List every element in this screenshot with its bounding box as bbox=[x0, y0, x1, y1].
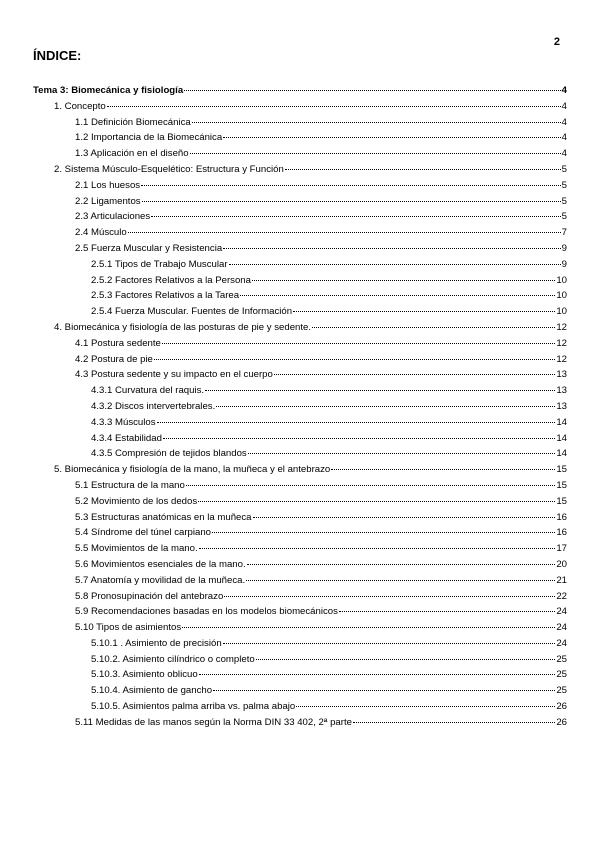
toc-entry[interactable] bbox=[91, 399, 567, 415]
toc-entry-page: 10 bbox=[556, 306, 567, 318]
toc-entry-label: 5. Biomecánica y fisiología de la mano, la muñeca y el antebrazo bbox=[54, 464, 331, 476]
toc-dot-leader bbox=[253, 517, 556, 518]
toc-dot-leader bbox=[182, 627, 555, 628]
toc-entry-page: 26 bbox=[556, 716, 567, 728]
toc-dot-leader bbox=[312, 327, 555, 328]
toc-dot-leader bbox=[199, 674, 556, 675]
toc-dot-leader bbox=[216, 406, 555, 407]
toc-dot-leader bbox=[252, 280, 555, 281]
toc-entry[interactable] bbox=[91, 636, 567, 652]
toc-dot-leader bbox=[163, 438, 555, 439]
toc-entry-page: 15 bbox=[556, 479, 567, 491]
toc-entry[interactable] bbox=[75, 367, 567, 383]
toc-dot-leader bbox=[223, 137, 560, 138]
toc-dot-leader bbox=[224, 596, 555, 597]
toc-dot-leader bbox=[141, 185, 561, 186]
toc-dot-leader bbox=[248, 453, 556, 454]
toc-entry-label: 5.10.3. Asimiento oblicuo bbox=[91, 669, 198, 681]
toc-entry[interactable] bbox=[54, 462, 567, 478]
toc-entry-page: 4 bbox=[561, 148, 567, 160]
toc-entry-page: 4 bbox=[561, 85, 567, 96]
toc-entry[interactable] bbox=[91, 415, 567, 431]
toc-entry[interactable] bbox=[75, 557, 567, 573]
toc-entry-page: 14 bbox=[556, 432, 567, 444]
toc-entry[interactable] bbox=[75, 525, 567, 541]
toc-entry-page: 13 bbox=[556, 385, 567, 397]
toc-entry-label: 4.2 Postura de pie bbox=[75, 353, 153, 365]
toc-entry-label: 1.3 Aplicación en el diseño bbox=[75, 148, 189, 160]
toc-entry-page: 13 bbox=[556, 400, 567, 412]
toc-entry[interactable] bbox=[75, 510, 567, 526]
toc-entry-label: 2.4 Músculo bbox=[75, 227, 127, 239]
toc-entry-page: 7 bbox=[561, 227, 567, 239]
toc-entry-page: 4 bbox=[561, 132, 567, 144]
toc-dot-leader bbox=[198, 501, 555, 502]
toc-dot-leader bbox=[192, 122, 561, 123]
toc-dot-leader bbox=[157, 422, 556, 423]
toc-dot-leader bbox=[190, 153, 561, 154]
toc-entry[interactable] bbox=[75, 715, 567, 731]
toc-entry[interactable] bbox=[54, 320, 567, 336]
toc-entry-page: 24 bbox=[556, 622, 567, 634]
toc-entry-page: 16 bbox=[556, 511, 567, 523]
toc-entry-label: 5.5 Movimientos de la mano. bbox=[75, 543, 198, 555]
toc-entry-page: 9 bbox=[561, 242, 567, 254]
toc-entry-label: 5.11 Medidas de las manos según la Norma DIN 33 402, 2ª parte bbox=[75, 716, 352, 728]
toc-entry-label: 5.6 Movimientos esenciales de la mano. bbox=[75, 558, 246, 570]
toc-entry-label: 2.2 Ligamentos bbox=[75, 195, 141, 207]
toc-entry-label: 2.5.4 Fuerza Muscular. Fuentes de Información bbox=[91, 306, 293, 318]
toc-dot-leader bbox=[128, 232, 561, 233]
toc-entry[interactable] bbox=[91, 667, 567, 683]
toc-dot-leader bbox=[274, 374, 555, 375]
toc-entry[interactable] bbox=[54, 162, 567, 178]
toc-dot-leader bbox=[205, 390, 555, 391]
toc-entry-label: 2.3 Articulaciones bbox=[75, 211, 151, 223]
toc-entry-page: 22 bbox=[556, 590, 567, 602]
toc-entry-page: 25 bbox=[556, 653, 567, 665]
toc-entry[interactable] bbox=[75, 620, 567, 636]
toc-entry-label: Tema 3: Biomecánica y fisiología bbox=[33, 85, 184, 96]
toc-entry-label: 1.1 Definición Biomecánica bbox=[75, 116, 191, 128]
toc-entry[interactable] bbox=[75, 336, 567, 352]
toc-entry-page: 12 bbox=[556, 321, 567, 333]
toc-entry-page: 5 bbox=[561, 163, 567, 175]
toc-dot-leader bbox=[212, 532, 555, 533]
toc-dot-leader bbox=[293, 311, 555, 312]
toc-dot-leader bbox=[154, 359, 555, 360]
toc-dot-leader bbox=[285, 169, 561, 170]
toc-dot-leader bbox=[151, 216, 560, 217]
toc-entry-page: 9 bbox=[561, 258, 567, 270]
toc-dot-leader bbox=[213, 690, 555, 691]
toc-dot-leader bbox=[186, 485, 555, 486]
toc-entry[interactable] bbox=[75, 194, 567, 210]
toc-entry-page: 20 bbox=[556, 558, 567, 570]
toc-entry[interactable] bbox=[54, 99, 567, 115]
toc-entry-page: 15 bbox=[556, 495, 567, 507]
toc-entry-label: 4. Biomecánica y fisiología de las posturas de pie y sedente. bbox=[54, 321, 312, 333]
toc-entry[interactable] bbox=[75, 225, 567, 241]
toc-entry[interactable] bbox=[75, 209, 567, 225]
toc-entry[interactable] bbox=[75, 178, 567, 194]
toc-entry[interactable] bbox=[33, 83, 567, 99]
toc-dot-leader bbox=[184, 90, 560, 91]
toc-dot-leader bbox=[246, 580, 555, 581]
toc-entry-label: 4.3.1 Curvatura del raquis. bbox=[91, 385, 205, 397]
toc-entry[interactable] bbox=[91, 446, 567, 462]
toc-entry-page: 25 bbox=[556, 669, 567, 681]
toc-entry-label: 4.3.5 Compresión de tejidos blandos bbox=[91, 448, 247, 460]
toc-entry[interactable] bbox=[75, 478, 567, 494]
index-heading: ÍNDICE: bbox=[33, 48, 82, 63]
toc-entry-label: 5.10.5. Asimientos palma arriba vs. palma abajo bbox=[91, 701, 296, 713]
toc-entry-page: 16 bbox=[556, 527, 567, 539]
toc-entry-label: 4.1 Postura sedente bbox=[75, 337, 161, 349]
toc-entry-page: 14 bbox=[556, 448, 567, 460]
toc-entry-label: 2.5.2 Factores Relativos a la Persona bbox=[91, 274, 251, 286]
toc-dot-leader bbox=[331, 469, 555, 470]
toc-dot-leader bbox=[229, 264, 561, 265]
toc-entry[interactable] bbox=[91, 273, 567, 289]
toc-entry-page: 21 bbox=[556, 574, 567, 586]
toc-entry[interactable] bbox=[75, 604, 567, 620]
toc-entry-label: 2.1 Los huesos bbox=[75, 179, 141, 191]
toc-entry-page: 4 bbox=[561, 116, 567, 128]
toc-entry[interactable] bbox=[91, 304, 567, 320]
toc-dot-leader bbox=[339, 611, 555, 612]
toc-entry[interactable] bbox=[91, 383, 567, 399]
toc-entry[interactable] bbox=[91, 257, 567, 273]
toc-entry-label: 2. Sistema Músculo-Esquelético: Estructura y Función bbox=[54, 163, 284, 175]
toc-entry-label: 5.2 Movimiento de los dedos bbox=[75, 495, 198, 507]
toc-entry-label: 5.10 Tipos de asimientos bbox=[75, 622, 182, 634]
toc-entry[interactable] bbox=[75, 352, 567, 368]
toc-entry[interactable] bbox=[91, 699, 567, 715]
toc-entry-label: 4.3 Postura sedente y su impacto en el cuerpo bbox=[75, 369, 273, 381]
toc-entry-label: 5.8 Pronosupinación del antebrazo bbox=[75, 590, 224, 602]
toc-entry[interactable] bbox=[75, 146, 567, 162]
toc-dot-leader bbox=[142, 201, 561, 202]
toc-dot-leader bbox=[240, 295, 555, 296]
toc-entry-label: 5.4 Síndrome del túnel carpiano bbox=[75, 527, 211, 539]
toc-entry-page: 5 bbox=[561, 179, 567, 191]
toc-entry[interactable] bbox=[75, 541, 567, 557]
toc-entry[interactable] bbox=[91, 652, 567, 668]
toc-entry-page: 5 bbox=[561, 195, 567, 207]
toc-entry[interactable] bbox=[75, 130, 567, 146]
toc-entry[interactable] bbox=[75, 494, 567, 510]
toc-entry-label: 5.7 Anatomía y movilidad de la muñeca. bbox=[75, 574, 246, 586]
toc-entry-page: 26 bbox=[556, 701, 567, 713]
toc-entry-label: 1. Concepto bbox=[54, 100, 106, 112]
toc-entry-page: 15 bbox=[556, 464, 567, 476]
toc-dot-leader bbox=[162, 343, 555, 344]
toc-entry[interactable] bbox=[75, 115, 567, 131]
toc-entry-label: 5.10.1 . Asimiento de precisión bbox=[91, 637, 222, 649]
toc-dot-leader bbox=[107, 106, 561, 107]
toc-entry-label: 5.1 Estructura de la mano bbox=[75, 479, 185, 491]
toc-entry-page: 5 bbox=[561, 211, 567, 223]
toc-entry-label: 5.10.4. Asimiento de gancho bbox=[91, 685, 213, 697]
toc-entry-page: 12 bbox=[556, 353, 567, 365]
toc-entry-label: 2.5 Fuerza Muscular y Resistencia bbox=[75, 242, 223, 254]
toc-entry-page: 13 bbox=[556, 369, 567, 381]
toc-dot-leader bbox=[247, 564, 556, 565]
toc-entry[interactable] bbox=[75, 573, 567, 589]
toc-entry[interactable] bbox=[91, 683, 567, 699]
toc-entry-page: 17 bbox=[556, 543, 567, 555]
toc-entry-page: 14 bbox=[556, 416, 567, 428]
toc-entry[interactable] bbox=[91, 288, 567, 304]
toc-entry-label: 2.5.3 Factores Relativos a la Tarea bbox=[91, 290, 240, 302]
toc-entry-label: 5.9 Recomendaciones basadas en los modelos biomecánicos bbox=[75, 606, 338, 618]
toc-dot-leader bbox=[199, 548, 556, 549]
toc-entry-page: 24 bbox=[556, 637, 567, 649]
toc-entry-label: 4.3.4 Estabilidad bbox=[91, 432, 162, 444]
toc-entry[interactable] bbox=[75, 241, 567, 257]
table-of-contents bbox=[33, 83, 567, 731]
toc-entry[interactable] bbox=[91, 431, 567, 447]
toc-dot-leader bbox=[296, 706, 555, 707]
toc-entry-page: 10 bbox=[556, 274, 567, 286]
toc-entry-page: 12 bbox=[556, 337, 567, 349]
toc-dot-leader bbox=[223, 643, 556, 644]
toc-entry-label: 5.3 Estructuras anatómicas en la muñeca bbox=[75, 511, 252, 523]
toc-entry-label: 2.5.1 Tipos de Trabajo Muscular bbox=[91, 258, 228, 270]
toc-dot-leader bbox=[353, 722, 555, 723]
toc-entry-page: 24 bbox=[556, 606, 567, 618]
toc-dot-leader bbox=[256, 659, 556, 660]
toc-entry-page: 4 bbox=[561, 100, 567, 112]
toc-entry[interactable] bbox=[75, 589, 567, 605]
toc-entry-page: 10 bbox=[556, 290, 567, 302]
toc-entry-label: 4.3.2 Discos intervertebrales. bbox=[91, 400, 216, 412]
toc-entry-label: 5.10.2. Asimiento cilíndrico o completo bbox=[91, 653, 255, 665]
toc-entry-page: 25 bbox=[556, 685, 567, 697]
toc-entry-label: 1.2 Importancia de la Biomecánica bbox=[75, 132, 223, 144]
toc-entry-label: 4.3.3 Músculos bbox=[91, 416, 156, 428]
page-number: 2 bbox=[553, 36, 560, 48]
toc-dot-leader bbox=[223, 248, 560, 249]
